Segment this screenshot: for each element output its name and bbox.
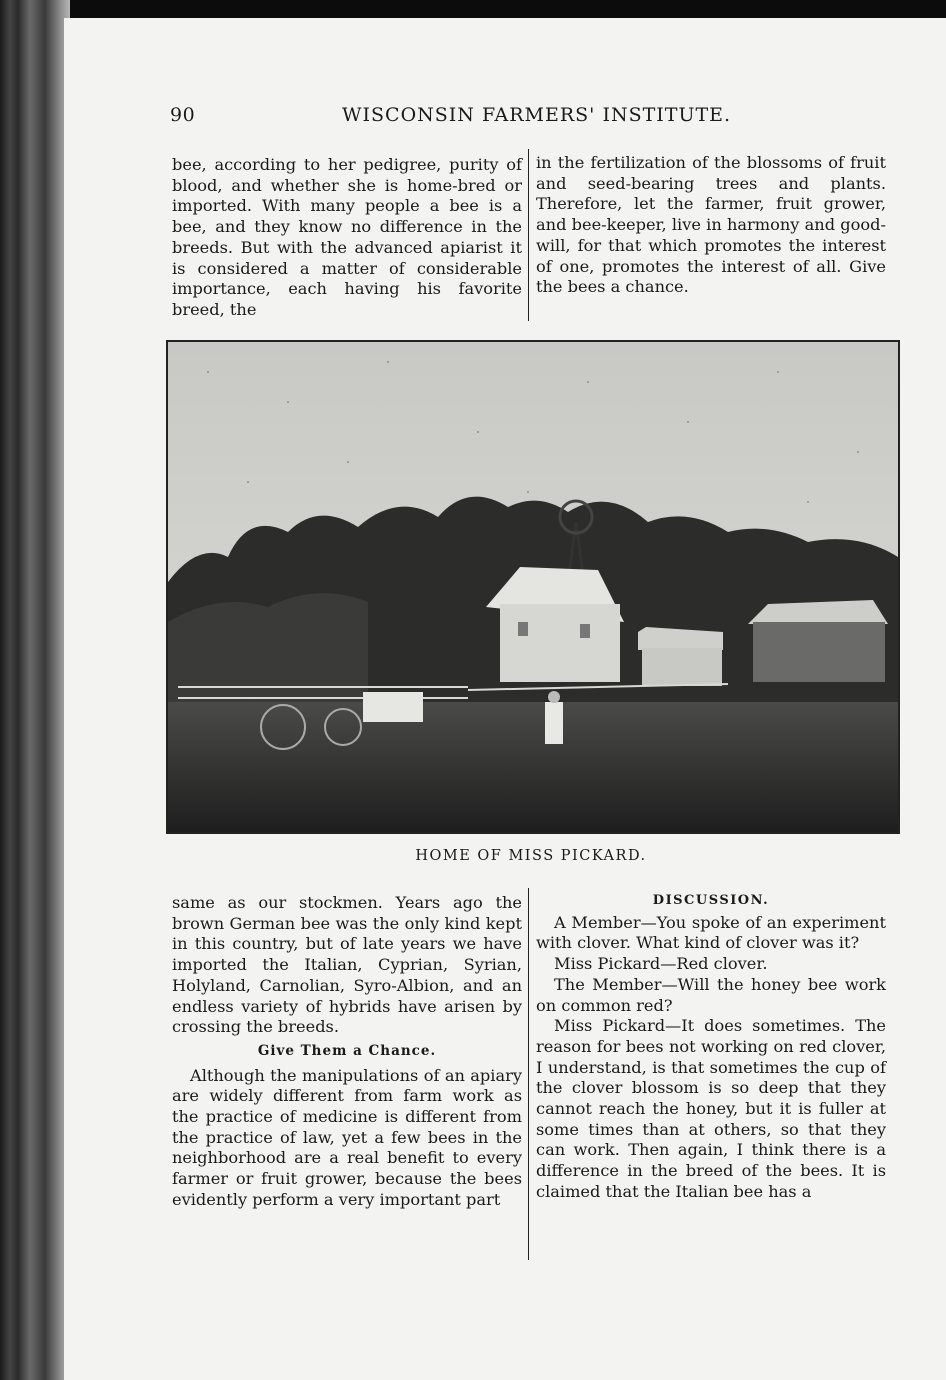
paragraph: A Member—You spoke of an experiment with clover. What kind of clover was it? (536, 912, 886, 953)
section-subheading: Give Them a Chance. (257, 1042, 437, 1059)
farm-photograph (166, 340, 900, 834)
page-number: 90 (170, 104, 196, 126)
paragraph: Miss Pickard—It does sometimes. The reason for bees not working on red clover, I understand, is that sometimes the cup of the clover blossom is so deep that they cannot reach the honey, but it is fuller at some times than at others, so that they can work. Then again, I think there is a difference in the breed of the bees. It is claimed that the Italian bee has a (536, 1016, 886, 1201)
bottom-left-column (172, 893, 522, 1211)
paragraph: bee, according to her pedigree, purity of blood, and whether she is home-bred or imported. With many people a bee is a bee, and they know no difference in the breeds. But with the advanced apiarist it is considered a matter of considerable importance, each having his favorite breed, the (172, 155, 522, 319)
discussion-heading: DISCUSSION. (652, 893, 770, 908)
paragraph: in the fertilization of the blossoms of fruit and seed-bearing trees and plants. Therefore, let the farmer, fruit grower, and bee-keeper, live in harmony and good-will, for that which promotes the interest of one, promotes the interest of all. Give the bees a chance. (536, 153, 886, 297)
photo-caption: HOME OF MISS PICKARD. (415, 848, 647, 864)
top-right-column (536, 153, 886, 298)
bottom-right-column (536, 891, 886, 1203)
running-head: WISCONSIN FARMERS' INSTITUTE. (342, 104, 732, 126)
book-page (64, 18, 946, 1380)
paragraph: Although the manipulations of an apiary are widely different from farm work as the practice of medicine is different from the practice of law, yet a few bees in the neighborhood are a real benefit to every farmer or fruit grower, because the bees evidently perform a very important part (172, 1065, 522, 1209)
top-left-column (172, 155, 522, 321)
book-spine-edge (0, 0, 70, 1380)
page-header (170, 104, 870, 134)
column-divider (528, 149, 529, 321)
paragraph: The Member—Will the honey bee work on common red? (536, 974, 886, 1015)
paragraph: Miss Pickard—Red clover. (554, 954, 768, 974)
column-divider (528, 888, 529, 1260)
paragraph: same as our stockmen. Years ago the brown German bee was the only kind kept in this country, but of late years we have imported the Italian, Cyprian, Syrian, Holyland, Carnolian, Syro-Albion, and an endless variety of hybrids have arisen by crossing the breeds. (172, 893, 522, 1037)
